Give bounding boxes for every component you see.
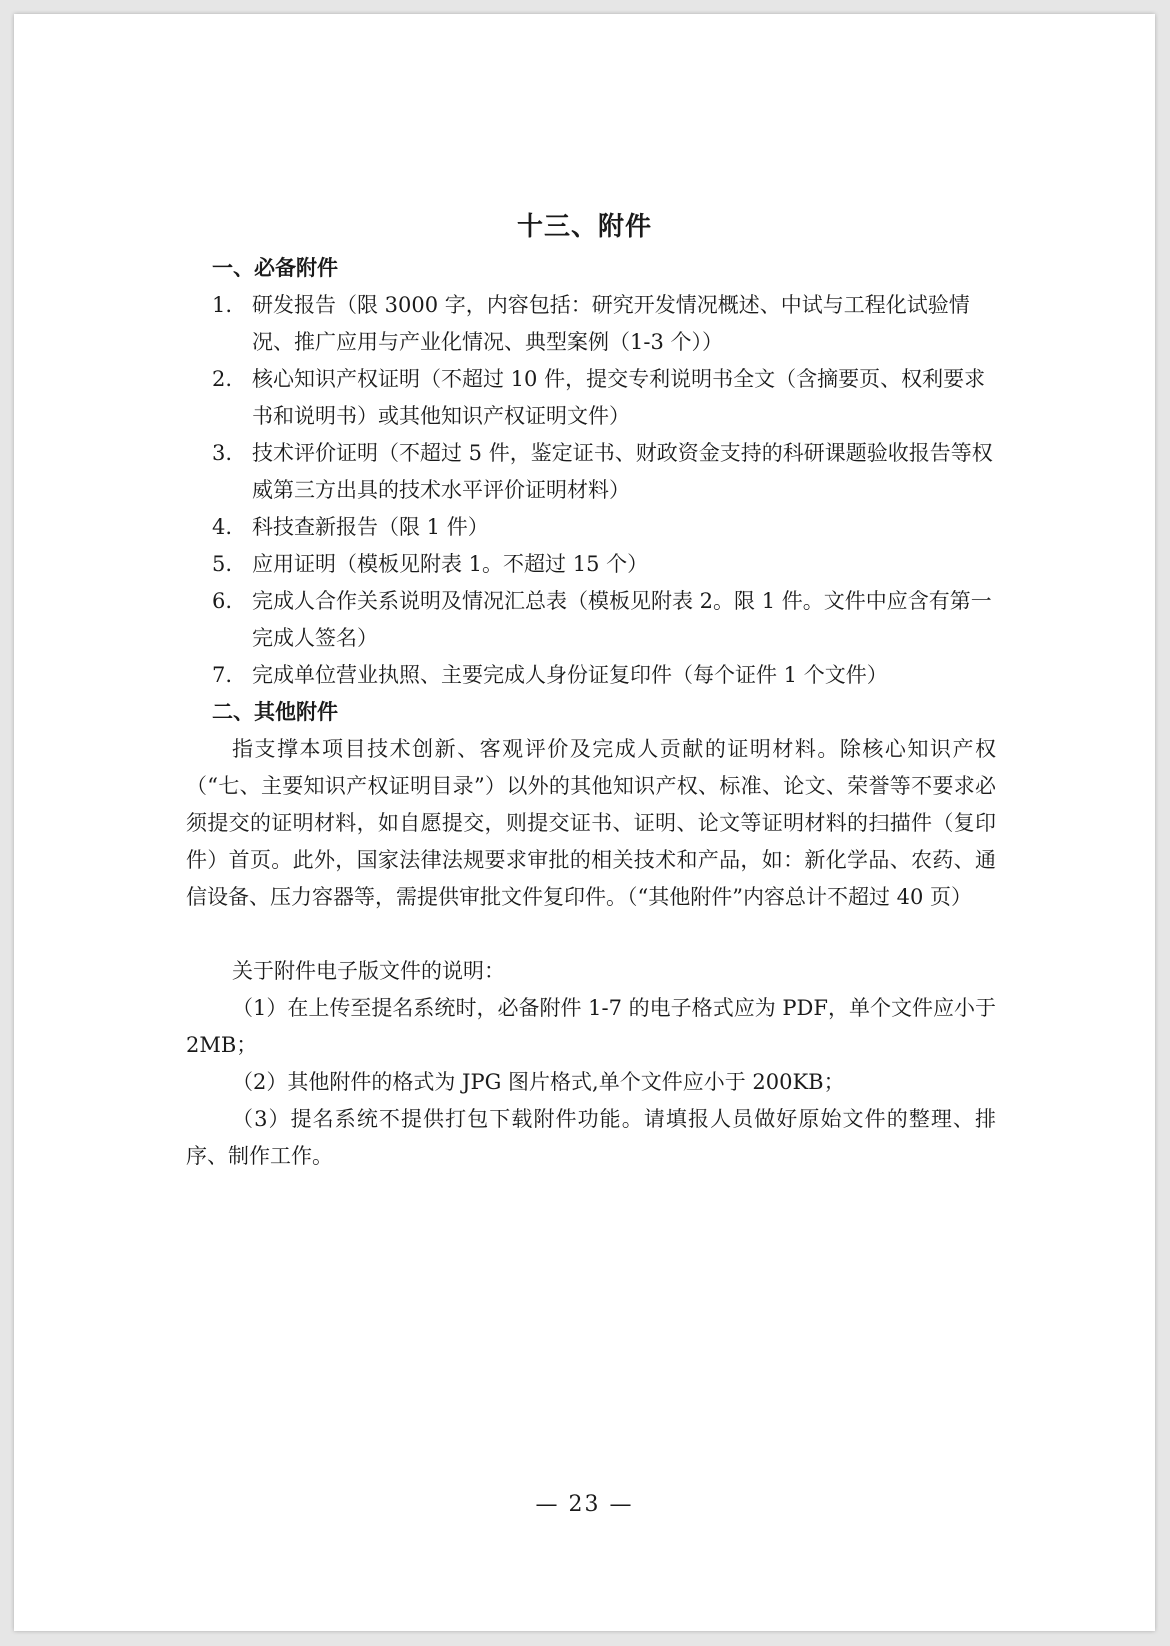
note-item: （3）提名系统不提供打包下载附件功能。请填报人员做好原始文件的整理、排序、制作工作。 [186,1107,996,1168]
list-item-number: 3. [212,441,233,465]
list-item-text: 完成单位营业执照、主要完成人身份证复印件（每个证件 1 个文件） [252,663,888,687]
section-heading-other: 二、其他附件 [212,700,338,724]
note-item: （2）其他附件的格式为 JPG 图片格式,单个文件应小于 200KB； [232,1070,845,1094]
list-item-number: 7. [212,663,233,687]
list-item-number: 6. [212,589,233,613]
list-item [186,287,996,361]
other-attachments-paragraph: 指支撑本项目技术创新、客观评价及完成人贡献的证明材料。除核心知识产权（“七、主要知识产权证明目录”）以外的其他知识产权、标准、论文、荣誉等不要求必须提交的证明材料，如自愿提交，则提交证书、证明、论文等证明材料的扫描件（复印件）首页。此外，国家法律法规要求审批的相关技术和产品，如：新化学品、农药、通信设备、压力容器等，需提供审批文件复印件。（“其他附件”内容总计不超过 40 页） [186,737,996,909]
list-item-number: 5. [212,552,233,576]
page-number: — 23 — [535,1492,634,1517]
attachments-content [186,250,996,1175]
list-item [186,583,996,657]
page-title: 十三、附件 [516,212,652,242]
list-item-text: 技术评价证明（不超过 5 件，鉴定证书、财政资金支持的科研课题验收报告等权威第三方出具的技术水平评价证明材料） [252,441,993,502]
list-item [186,657,996,694]
notes-intro: 关于附件电子版文件的说明： [232,959,505,983]
list-item [186,361,996,435]
list-item-number: 4. [212,515,233,539]
spacer [186,916,996,953]
section-heading-required: 一、必备附件 [212,256,338,280]
list-item-text: 科技查新报告（限 1 件） [252,515,489,539]
list-item-text: 应用证明（模板见附表 1。不超过 15 个） [252,552,649,576]
list-item [186,546,996,583]
document-page [14,14,1155,1631]
list-item-text: 完成人合作关系说明及情况汇总表（模板见附表 2。限 1 件。文件中应含有第一完成人签名） [252,589,992,650]
list-item-text: 核心知识产权证明（不超过 10 件，提交专利说明书全文（含摘要页、权利要求书和说明书）或其他知识产权证明文件） [252,367,986,428]
required-attachments-list [186,287,996,694]
list-item [186,435,996,509]
note-item: （1）在上传至提名系统时，必备附件 1-7 的电子格式应为 PDF，单个文件应小于 2MB； [186,996,996,1057]
list-item-number: 1. [212,293,233,317]
list-item-number: 2. [212,367,233,391]
list-item [186,509,996,546]
list-item-text: 研发报告（限 3000 字，内容包括：研究开发情况概述、中试与工程化试验情况、推广应用与产业化情况、典型案例（1-3 个）） [252,293,970,354]
